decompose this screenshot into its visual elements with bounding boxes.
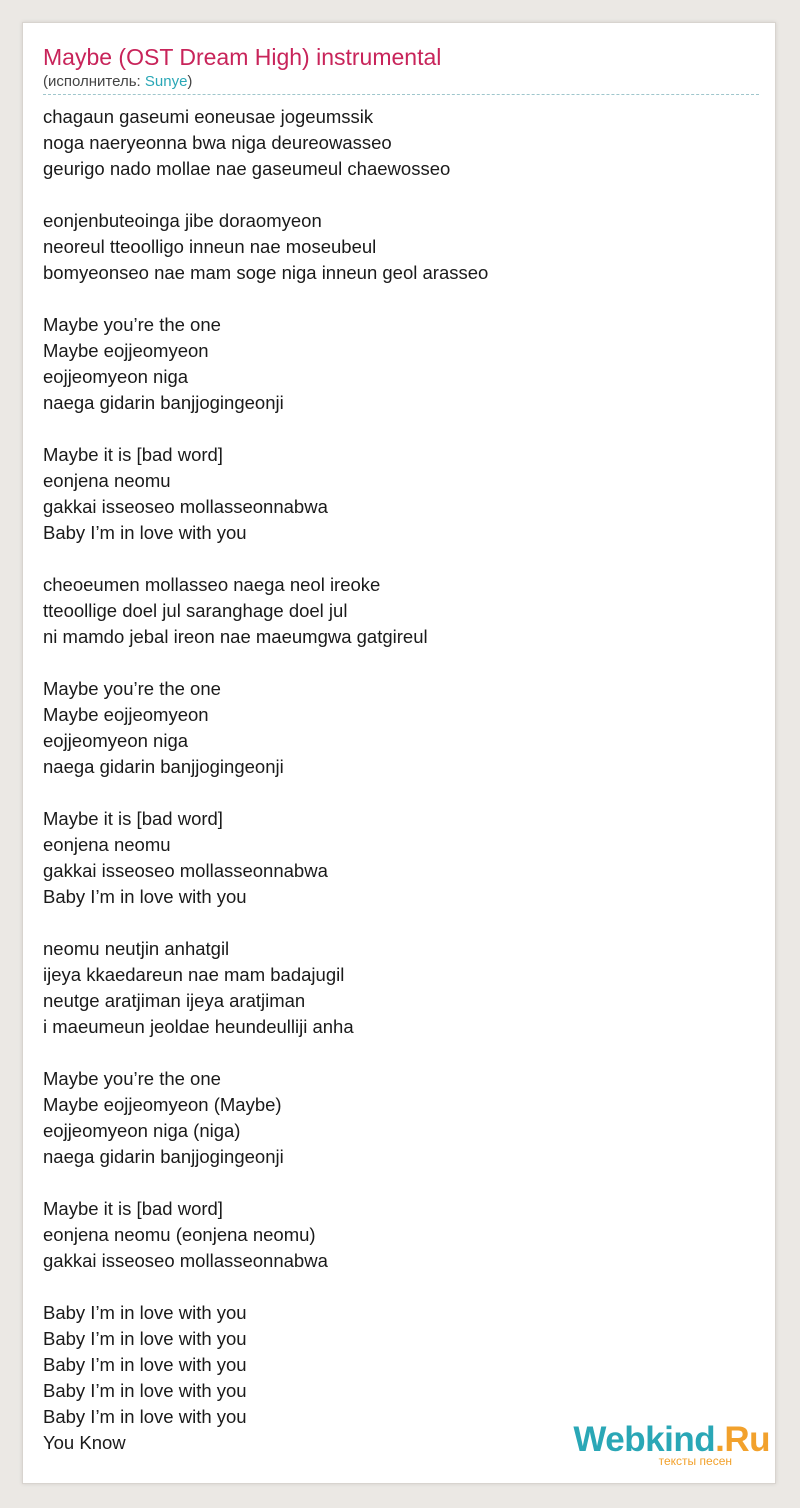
lyric-line: Baby I’m in love with you [43, 886, 247, 907]
logo-tagline: тексты песен [658, 1454, 732, 1468]
stanza-break [43, 1040, 759, 1066]
lyric-line: eonjena neomu [43, 834, 171, 855]
lyric-line: neomu neutjin anhatgil [43, 938, 230, 959]
lyric-line: geurigo nado mollae nae gaseumeul chaewosseo [43, 158, 451, 179]
lyric-line: bomyeonseo nae mam soge niga inneun geol arasseo [43, 262, 489, 283]
lyric-line: i maeumeun jeoldae heundeulliji anha [43, 1016, 354, 1037]
lyric-line: gakkai isseoseo mollasseonnabwa [43, 860, 328, 881]
stanza-break [43, 182, 759, 208]
lyric-line: eojjeomyeon niga [43, 366, 189, 387]
artist-prefix: (исполнитель: [43, 73, 145, 90]
lyric-line: Maybe eojjeomyeon [43, 704, 209, 725]
stanza-break [43, 1274, 759, 1300]
song-title: Maybe (OST Dream High) instrumental [43, 44, 442, 70]
lyric-line: Maybe eojjeomyeon (Maybe) [43, 1094, 282, 1115]
lyric-line: gakkai isseoseo mollasseonnabwa [43, 496, 328, 517]
stanza-break [43, 1170, 759, 1196]
lyric-line: Baby I’m in love with you [43, 1302, 247, 1323]
lyric-line: Baby I’m in love with you [43, 1406, 247, 1427]
lyric-line: neoreul tteoolligo inneun nae moseubeul [43, 236, 377, 257]
lyrics-card [22, 22, 776, 1484]
lyric-line: ni mamdo jebal ireon nae maeumgwa gatgireul [43, 626, 428, 647]
lyric-line: Baby I’m in love with you [43, 522, 247, 543]
lyric-line: You Know [43, 1432, 126, 1453]
lyric-line: naega gidarin banjjogingeonji [43, 756, 284, 777]
stanza-break [43, 286, 759, 312]
lyric-line: eonjenbuteoinga jibe doraomyeon [43, 210, 322, 231]
lyric-line: Baby I’m in love with you [43, 1354, 247, 1375]
lyric-line: eojjeomyeon niga [43, 730, 189, 751]
lyric-line: neutge aratjiman ijeya aratjiman [43, 990, 306, 1011]
lyric-line: gakkai isseoseo mollasseonnabwa [43, 1250, 328, 1271]
lyric-line: cheoeumen mollasseo naega neol ireoke [43, 574, 381, 595]
stanza-break [43, 910, 759, 936]
logo-name: Webkind [573, 1420, 716, 1459]
artist-line [43, 73, 192, 91]
stanza-break [43, 780, 759, 806]
lyric-line: Maybe it is [bad word] [43, 808, 223, 829]
stanza-break [43, 650, 759, 676]
artist-suffix: ) [187, 73, 193, 90]
lyric-line: Baby I’m in love with you [43, 1380, 247, 1401]
artist-link[interactable]: Sunye [144, 73, 188, 90]
lyric-line: naega gidarin banjjogingeonji [43, 1146, 284, 1167]
lyric-line: eonjena neomu (eonjena neomu) [43, 1224, 316, 1245]
lyrics-text [43, 104, 759, 1456]
logo-suffix: .Ru [715, 1420, 770, 1459]
lyric-line: Maybe it is [bad word] [43, 444, 223, 465]
lyric-line: Maybe you’re the one [43, 678, 221, 699]
lyric-line: tteoollige doel jul saranghage doel jul [43, 600, 348, 621]
stanza-break [43, 416, 759, 442]
lyric-line: eojjeomyeon niga (niga) [43, 1120, 241, 1141]
lyric-line: Maybe you’re the one [43, 1068, 221, 1089]
lyric-line: Baby I’m in love with you [43, 1328, 247, 1349]
title-divider [43, 94, 759, 95]
lyric-line: ijeya kkaedareun nae mam badajugil [43, 964, 345, 985]
lyric-line: Maybe it is [bad word] [43, 1198, 223, 1219]
lyric-line: Maybe eojjeomyeon [43, 340, 209, 361]
site-logo[interactable] [550, 1420, 770, 1470]
lyric-line: Maybe you’re the one [43, 314, 221, 335]
stanza-break [43, 546, 759, 572]
lyric-line: chagaun gaseumi eoneusae jogeumssik [43, 106, 374, 127]
lyric-line: eonjena neomu [43, 470, 171, 491]
lyric-line: naega gidarin banjjogingeonji [43, 392, 284, 413]
lyric-line: noga naeryeonna bwa niga deureowasseo [43, 132, 392, 153]
